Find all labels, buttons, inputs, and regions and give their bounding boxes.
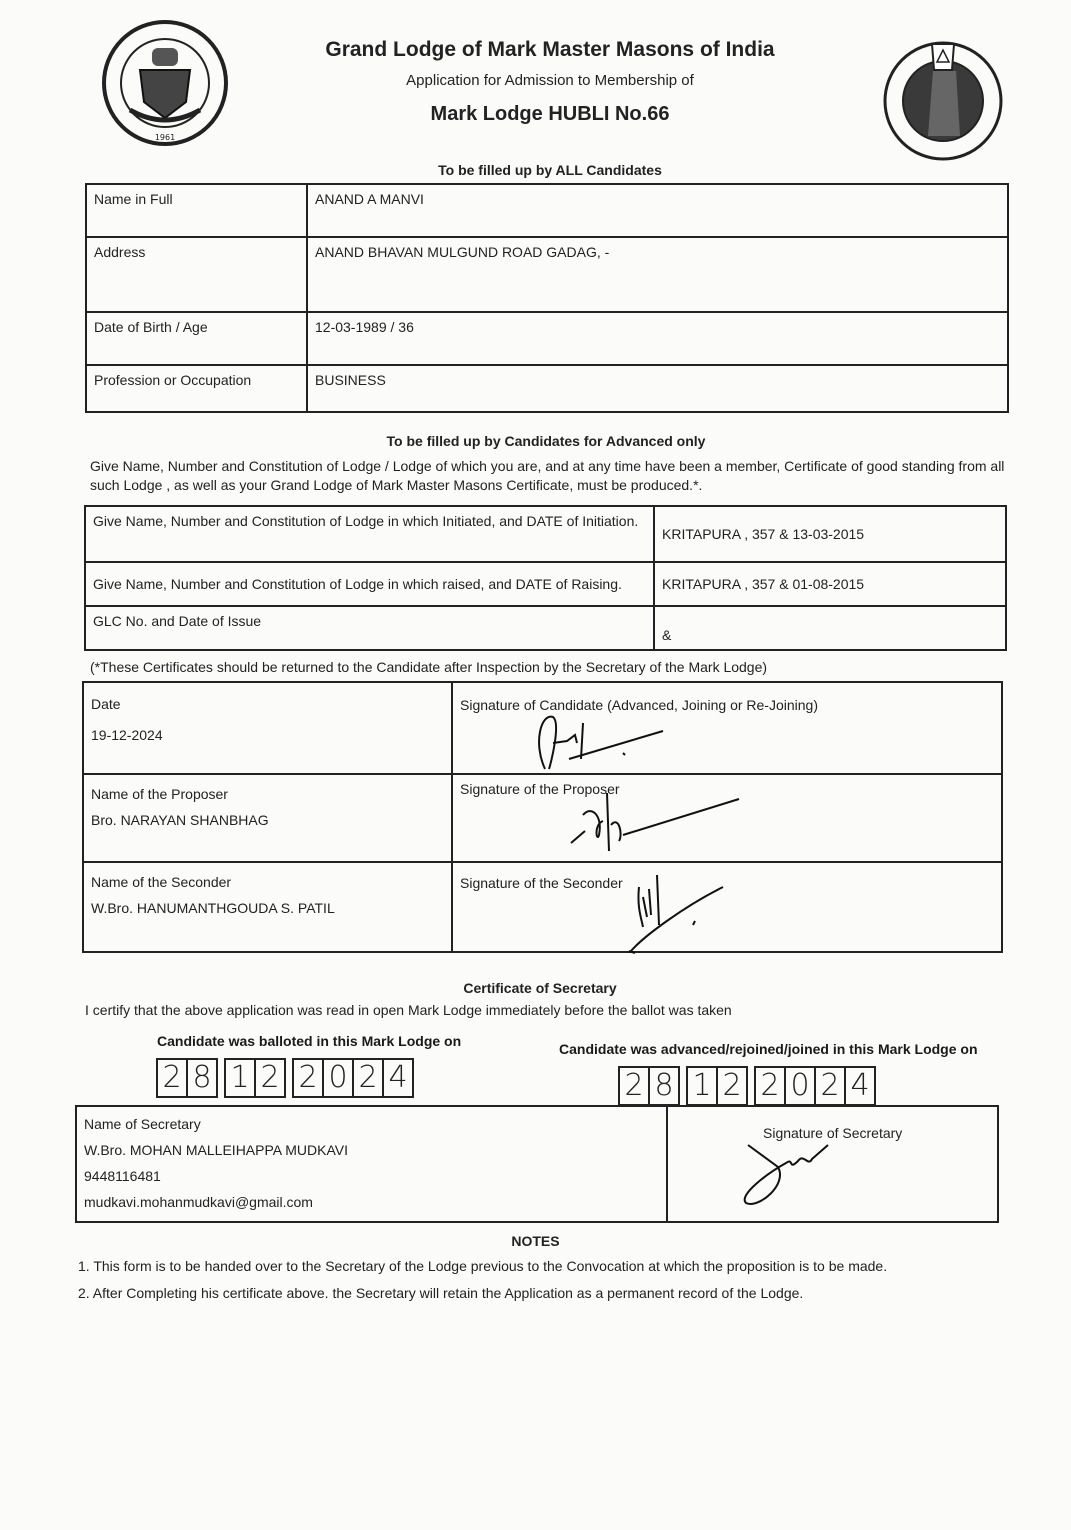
advanced-label: Candidate was advanced/rejoined/joined in this Mark Lodge on [559, 1041, 978, 1057]
digit-box[interactable]: 1 [226, 1060, 256, 1096]
year-group [754, 1066, 876, 1106]
seconder-signature-cell[interactable] [452, 862, 1002, 952]
table-row [86, 312, 1008, 365]
secretary-table [75, 1105, 999, 1223]
seconder-cell [83, 862, 452, 952]
secretary-cert-heading: Certificate of Secretary [463, 980, 617, 996]
day-group [618, 1066, 680, 1106]
table-row [85, 562, 1006, 606]
digit-box[interactable]: 0 [786, 1068, 816, 1104]
digit-box[interactable]: 2 [354, 1060, 384, 1096]
proposer-signature-label: Signature of the Proposer [460, 781, 620, 797]
digit-box[interactable]: 8 [192, 1060, 212, 1095]
field-label: Give Name, Number and Constitution of Lodge in which Initiated, and DATE of Initiation. [85, 506, 654, 562]
candidate-details-table [85, 183, 1009, 413]
seconder-signature-label: Signature of the Seconder [460, 875, 623, 891]
digit-box[interactable]: 8 [654, 1068, 674, 1103]
secretary-name[interactable]: W.Bro. MOHAN MALLEIHAPPA MUDKAVI [84, 1142, 348, 1158]
seconder-label: Name of the Seconder [91, 874, 232, 890]
digit-box[interactable]: 2 [620, 1068, 650, 1104]
month-group [686, 1066, 748, 1106]
secretary-details-cell [76, 1106, 667, 1222]
day-group [156, 1058, 218, 1098]
raising-field[interactable]: KRITAPURA , 357 & 01-08-2015 [654, 562, 1006, 606]
seconder-name[interactable]: W.Bro. HANUMANTHGOUDA S. PATIL [91, 900, 335, 916]
occupation-field[interactable]: BUSINESS [307, 365, 1008, 412]
field-label: Name in Full [86, 184, 307, 237]
year-group [292, 1058, 414, 1098]
digit-box[interactable]: 2 [816, 1068, 846, 1104]
date-value[interactable]: 19-12-2024 [91, 727, 163, 743]
secretary-signature-icon [738, 1137, 848, 1217]
candidate-signature-label: Signature of Candidate (Advanced, Joining or Re-Joining) [460, 697, 818, 713]
note-item: 1. This form is to be handed over to the Secretary of the Lodge previous to the Convocation at which the proposition is to be made. [78, 1258, 888, 1274]
candidate-signature-icon [523, 703, 673, 773]
secretary-signature-cell[interactable] [667, 1106, 998, 1222]
signatures-table [82, 681, 1003, 953]
advanced-date-boxes[interactable] [618, 1066, 876, 1106]
field-label: Address [86, 237, 307, 312]
digit-box[interactable]: 2 [756, 1068, 786, 1104]
section-advanced-heading: To be filled up by Candidates for Advanced only [386, 433, 706, 449]
address-field[interactable]: ANAND BHAVAN MULGUND ROAD GADAG, - [307, 237, 1008, 312]
section-all-heading: To be filled up by ALL Candidates [438, 162, 662, 178]
proposer-label: Name of the Proposer [91, 786, 228, 802]
org-title: Grand Lodge of Mark Master Masons of India [325, 38, 775, 61]
secretary-email[interactable]: mudkavi.mohanmudkavi@gmail.com [84, 1194, 313, 1210]
secretary-phone[interactable]: 9448116481 [84, 1168, 161, 1184]
table-row [85, 606, 1006, 650]
field-label: Give Name, Number and Constitution of Lodge in which raised, and DATE of Raising. [85, 562, 654, 606]
candidate-signature-cell[interactable] [452, 682, 1002, 774]
table-row [86, 365, 1008, 412]
secretary-signature-label: Signature of Secretary [763, 1125, 903, 1141]
notes-heading: NOTES [511, 1233, 560, 1249]
table-row [85, 506, 1006, 562]
secretary-statement: I certify that the above application was read in open Mark Lodge immediately before the ballot was taken [85, 1002, 732, 1018]
seconder-signature-icon [623, 867, 733, 957]
proposer-signature-cell[interactable] [452, 774, 1002, 862]
advanced-instruction: Give Name, Number and Constitution of Lodge / Lodge of which you are, and at any time have been a member, Certificate of good standing from all such Lodge , as well as your Grand Lodge of Mark Master Masons Certificate, must be produced.*. [90, 458, 1005, 493]
dob-age-field[interactable]: 12-03-1989 / 36 [307, 312, 1008, 365]
date-cell [83, 682, 452, 774]
advanced-details-table [84, 505, 1007, 651]
table-row [86, 184, 1008, 237]
table-row [83, 862, 1002, 952]
field-label: Profession or Occupation [86, 365, 307, 412]
svg-text:1961: 1961 [154, 133, 176, 142]
table-row [83, 774, 1002, 862]
field-label: Date of Birth / Age [86, 312, 307, 365]
glc-field[interactable]: & [654, 606, 1006, 650]
proposer-name[interactable]: Bro. NARAYAN SHANBHAG [91, 812, 269, 828]
name-field[interactable]: ANAND A MANVI [307, 184, 1008, 237]
table-row [86, 237, 1008, 312]
month-group [224, 1058, 286, 1098]
initiation-field[interactable]: KRITAPURA , 357 & 13-03-2015 [654, 506, 1006, 562]
digit-box[interactable]: 2 [722, 1068, 742, 1103]
digit-box[interactable]: 2 [260, 1060, 280, 1095]
field-label: GLC No. and Date of Issue [85, 606, 654, 650]
proposer-signature-icon [563, 785, 743, 855]
balloted-date-boxes[interactable] [156, 1058, 414, 1098]
proposer-cell [83, 774, 452, 862]
table-row [83, 682, 1002, 774]
lodge-name: Mark Lodge HUBLI No.66 [430, 103, 670, 125]
digit-box[interactable]: 0 [324, 1060, 354, 1096]
digit-box[interactable]: 2 [294, 1060, 324, 1096]
digit-box[interactable]: 1 [688, 1068, 718, 1104]
form-subtitle: Application for Admission to Membership of [406, 72, 694, 89]
digit-box[interactable]: 2 [158, 1060, 188, 1096]
certificates-footnote: (*These Certificates should be returned to the Candidate after Inspection by the Secretary of the Mark Lodge) [90, 659, 768, 675]
date-label: Date [91, 696, 121, 712]
digit-box[interactable]: 4 [388, 1060, 408, 1095]
table-row [76, 1106, 998, 1222]
digit-box[interactable]: 4 [850, 1068, 870, 1103]
secretary-label: Name of Secretary [84, 1116, 201, 1132]
balloted-label: Candidate was balloted in this Mark Lodge on [157, 1033, 462, 1049]
note-item: 2. After Completing his certificate above. the Secretary will retain the Application as a permanent record of the Lodge. [78, 1285, 804, 1301]
